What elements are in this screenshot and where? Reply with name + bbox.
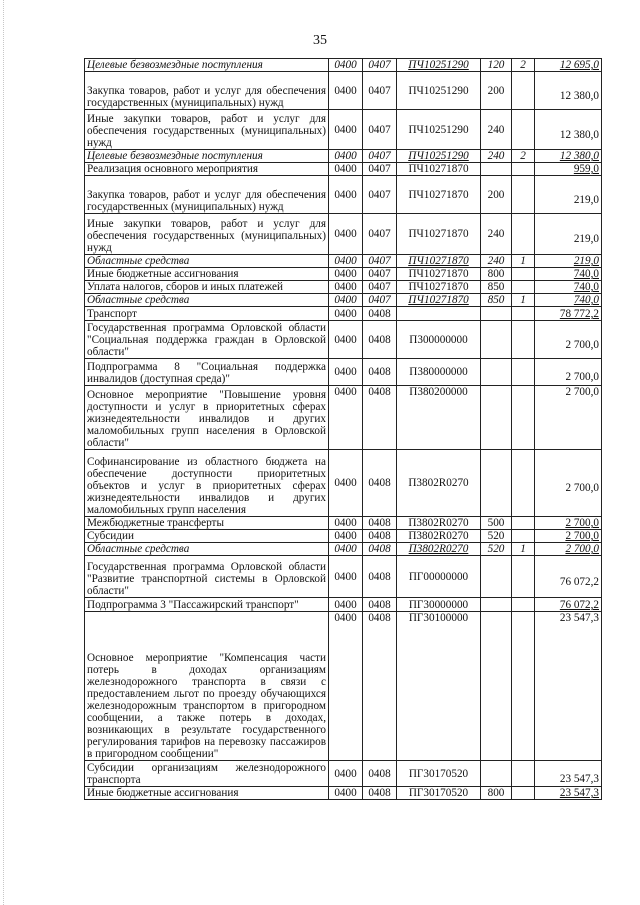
table-row	[85, 450, 602, 517]
row-subsection-code: 0408	[363, 787, 397, 800]
row-subsection-code: 0408	[363, 359, 397, 386]
row-amount: 76 072,2	[535, 556, 602, 598]
row-expense-type: 120	[481, 59, 512, 72]
row-amount: 219,0	[535, 255, 602, 268]
row-subsection-code: 0408	[363, 450, 397, 517]
budget-table-body	[85, 59, 602, 800]
table-row	[85, 321, 602, 359]
table-row	[85, 163, 602, 176]
row-expense-type: 240	[481, 150, 512, 163]
row-amount: 12 695,0	[535, 59, 602, 72]
row-subsection-code: 0407	[363, 163, 397, 176]
row-source-code	[512, 281, 535, 294]
row-source-code	[512, 214, 535, 255]
table-row	[85, 294, 602, 307]
budget-table	[84, 58, 602, 800]
row-expense-type	[481, 761, 512, 787]
row-subsection-code: 0408	[363, 307, 397, 321]
row-source-code	[512, 556, 535, 598]
row-ved-code: 0400	[329, 163, 363, 176]
row-expense-type	[481, 612, 512, 761]
row-subsection-code: 0408	[363, 517, 397, 530]
row-name: Закупка товаров, работ и услуг для обеспечения государственных (муниципальных) нужд	[85, 176, 329, 214]
row-name: Транспорт	[85, 307, 329, 321]
row-source-code	[512, 450, 535, 517]
table-row	[85, 307, 602, 321]
row-amount: 219,0	[535, 176, 602, 214]
row-name: Областные средства	[85, 543, 329, 556]
row-expense-type: 850	[481, 281, 512, 294]
row-target-code: ПЧ10271870	[397, 214, 481, 255]
row-target-code: П380000000	[397, 359, 481, 386]
row-target-code: ПГ00000000	[397, 556, 481, 598]
page-edge-line	[3, 0, 5, 905]
row-source-code	[512, 517, 535, 530]
table-row	[85, 359, 602, 386]
row-amount: 76 072,2	[535, 598, 602, 612]
row-amount: 219,0	[535, 214, 602, 255]
row-amount: 2 700,0	[535, 359, 602, 386]
row-ved-code: 0400	[329, 543, 363, 556]
table-row	[85, 556, 602, 598]
row-subsection-code: 0407	[363, 268, 397, 281]
row-target-code	[397, 307, 481, 321]
row-ved-code: 0400	[329, 598, 363, 612]
row-expense-type: 200	[481, 72, 512, 110]
row-name: Иные закупки товаров, работ и услуг для обеспечения государственных (муниципальных) нужд	[85, 110, 329, 150]
row-ved-code: 0400	[329, 517, 363, 530]
row-ved-code: 0400	[329, 268, 363, 281]
row-amount: 2 700,0	[535, 386, 602, 450]
row-source-code: 1	[512, 294, 535, 307]
row-subsection-code: 0408	[363, 321, 397, 359]
row-source-code: 2	[512, 59, 535, 72]
row-target-code: ПГ30170520	[397, 787, 481, 800]
row-source-code	[512, 307, 535, 321]
row-name: Подпрограмма 3 "Пассажирский транспорт"	[85, 598, 329, 612]
row-ved-code: 0400	[329, 530, 363, 543]
row-source-code	[512, 787, 535, 800]
row-subsection-code: 0407	[363, 255, 397, 268]
table-row	[85, 761, 602, 787]
row-target-code: ПГ30100000	[397, 612, 481, 761]
row-target-code: П3802R0270	[397, 530, 481, 543]
row-amount: 78 772,2	[535, 307, 602, 321]
row-expense-type	[481, 321, 512, 359]
row-target-code: ПЧ10271870	[397, 255, 481, 268]
row-ved-code: 0400	[329, 110, 363, 150]
row-amount: 2 700,0	[535, 450, 602, 517]
row-ved-code: 0400	[329, 150, 363, 163]
table-row	[85, 255, 602, 268]
row-name: Государственная программа Орловской области "Развитие транспортной системы в Орловской области"	[85, 556, 329, 598]
row-subsection-code: 0407	[363, 176, 397, 214]
table-row	[85, 543, 602, 556]
row-name: Подпрограмма 8 "Социальная поддержка инвалидов (доступная среда)"	[85, 359, 329, 386]
row-name: Основное мероприятие "Компенсация части потерь в доходах организациям железнодорожного транспорта в связи с предоставлением льгот по проезду обучающихся железнодорожным транспортом в пригородном сообщении, а также потерь в доходах, возникающих в результате государственного регулирования тарифов на перевозку пассажиров в пригородном сообщении"	[85, 612, 329, 761]
row-subsection-code: 0408	[363, 556, 397, 598]
table-row	[85, 598, 602, 612]
row-expense-type	[481, 386, 512, 450]
row-amount: 2 700,0	[535, 517, 602, 530]
row-target-code: ПЧ10251290	[397, 72, 481, 110]
row-subsection-code: 0408	[363, 612, 397, 761]
table-row	[85, 787, 602, 800]
row-amount: 23 547,3	[535, 612, 602, 761]
row-expense-type	[481, 359, 512, 386]
row-ved-code: 0400	[329, 556, 363, 598]
row-name: Субсидии	[85, 530, 329, 543]
row-ved-code: 0400	[329, 255, 363, 268]
row-subsection-code: 0407	[363, 214, 397, 255]
table-row	[85, 530, 602, 543]
row-subsection-code: 0407	[363, 72, 397, 110]
table-row	[85, 150, 602, 163]
row-ved-code: 0400	[329, 72, 363, 110]
row-ved-code: 0400	[329, 612, 363, 761]
row-subsection-code: 0408	[363, 598, 397, 612]
row-target-code: ПЧ10271870	[397, 268, 481, 281]
row-subsection-code: 0407	[363, 59, 397, 72]
row-amount: 2 700,0	[535, 321, 602, 359]
row-target-code: П380200000	[397, 386, 481, 450]
row-source-code	[512, 359, 535, 386]
row-ved-code: 0400	[329, 787, 363, 800]
row-subsection-code: 0407	[363, 281, 397, 294]
row-ved-code: 0400	[329, 281, 363, 294]
table-row	[85, 72, 602, 110]
row-source-code: 2	[512, 150, 535, 163]
row-target-code: ПЧ10271870	[397, 176, 481, 214]
row-expense-type	[481, 307, 512, 321]
table-row	[85, 59, 602, 72]
row-source-code	[512, 612, 535, 761]
row-ved-code: 0400	[329, 176, 363, 214]
row-amount: 12 380,0	[535, 110, 602, 150]
row-source-code	[512, 530, 535, 543]
table-row	[85, 281, 602, 294]
row-ved-code: 0400	[329, 307, 363, 321]
row-target-code: ПЧ10251290	[397, 110, 481, 150]
row-expense-type	[481, 450, 512, 517]
row-target-code: ПЧ10251290	[397, 59, 481, 72]
row-expense-type	[481, 163, 512, 176]
row-amount: 740,0	[535, 294, 602, 307]
row-ved-code: 0400	[329, 321, 363, 359]
row-name: Иные бюджетные ассигнования	[85, 268, 329, 281]
row-name: Государственная программа Орловской области "Социальная поддержка граждан в Орловской области"	[85, 321, 329, 359]
row-source-code	[512, 598, 535, 612]
row-name: Субсидии организациям железнодорожного транспорта	[85, 761, 329, 787]
row-source-code	[512, 110, 535, 150]
row-expense-type: 850	[481, 294, 512, 307]
row-ved-code: 0400	[329, 294, 363, 307]
page-number: 35	[313, 33, 327, 48]
row-expense-type: 200	[481, 176, 512, 214]
row-amount: 2 700,0	[535, 543, 602, 556]
row-expense-type: 240	[481, 110, 512, 150]
row-name: Межбюджетные трансферты	[85, 517, 329, 530]
row-name: Целевые безвозмездные поступления	[85, 59, 329, 72]
row-ved-code: 0400	[329, 386, 363, 450]
row-expense-type	[481, 598, 512, 612]
row-expense-type: 800	[481, 268, 512, 281]
row-source-code	[512, 761, 535, 787]
row-ved-code: 0400	[329, 359, 363, 386]
row-source-code: 1	[512, 543, 535, 556]
row-expense-type: 520	[481, 543, 512, 556]
row-amount: 12 380,0	[535, 72, 602, 110]
row-source-code	[512, 176, 535, 214]
row-ved-code: 0400	[329, 450, 363, 517]
row-name: Софинансирование из областного бюджета на обеспечение доступности приоритетных объектов и услуг в приоритетных сферах жизнедеятельности инвалидов и других маломобильных групп населения	[85, 450, 329, 517]
row-expense-type: 500	[481, 517, 512, 530]
row-amount: 2 700,0	[535, 530, 602, 543]
row-expense-type: 240	[481, 255, 512, 268]
row-target-code: П3802R0270	[397, 450, 481, 517]
row-name: Целевые безвозмездные поступления	[85, 150, 329, 163]
row-name: Областные средства	[85, 294, 329, 307]
table-row	[85, 386, 602, 450]
row-ved-code: 0400	[329, 761, 363, 787]
row-name: Реализация основного мероприятия	[85, 163, 329, 176]
table-row	[85, 214, 602, 255]
row-name: Основное мероприятие "Повышение уровня доступности и услуг в приоритетных сферах жизнедеятельности инвалидов и других маломобильных групп населения в Орловской области"	[85, 386, 329, 450]
table-row	[85, 612, 602, 761]
row-amount: 23 547,3	[535, 761, 602, 787]
row-source-code	[512, 268, 535, 281]
row-subsection-code: 0407	[363, 294, 397, 307]
row-ved-code: 0400	[329, 214, 363, 255]
row-name: Иные закупки товаров, работ и услуг для обеспечения государственных (муниципальных) нужд	[85, 214, 329, 255]
row-name: Иные бюджетные ассигнования	[85, 787, 329, 800]
row-subsection-code: 0408	[363, 530, 397, 543]
row-target-code: ПЧ10271870	[397, 294, 481, 307]
row-target-code: П300000000	[397, 321, 481, 359]
row-source-code: 1	[512, 255, 535, 268]
row-target-code: ПГ30170520	[397, 761, 481, 787]
row-subsection-code: 0408	[363, 761, 397, 787]
row-amount: 740,0	[535, 281, 602, 294]
row-amount: 12 380,0	[535, 150, 602, 163]
row-amount: 23 547,3	[535, 787, 602, 800]
row-name: Областные средства	[85, 255, 329, 268]
row-name: Уплата налогов, сборов и иных платежей	[85, 281, 329, 294]
row-target-code: ПЧ10271870	[397, 163, 481, 176]
row-target-code: ПЧ10251290	[397, 150, 481, 163]
table-row	[85, 176, 602, 214]
row-expense-type: 520	[481, 530, 512, 543]
row-amount: 959,0	[535, 163, 602, 176]
row-target-code: ПЧ10271870	[397, 281, 481, 294]
table-row	[85, 517, 602, 530]
table-row	[85, 110, 602, 150]
row-subsection-code: 0407	[363, 150, 397, 163]
row-subsection-code: 0408	[363, 543, 397, 556]
row-name: Закупка товаров, работ и услуг для обеспечения государственных (муниципальных) нужд	[85, 72, 329, 110]
row-source-code	[512, 72, 535, 110]
row-amount: 740,0	[535, 268, 602, 281]
row-expense-type	[481, 556, 512, 598]
row-subsection-code: 0407	[363, 110, 397, 150]
row-source-code	[512, 163, 535, 176]
row-target-code: ПГ30000000	[397, 598, 481, 612]
row-ved-code: 0400	[329, 59, 363, 72]
row-subsection-code: 0408	[363, 386, 397, 450]
row-source-code	[512, 321, 535, 359]
table-row	[85, 268, 602, 281]
row-target-code: П3802R0270	[397, 517, 481, 530]
row-target-code: П3802R0270	[397, 543, 481, 556]
row-expense-type: 240	[481, 214, 512, 255]
row-expense-type: 800	[481, 787, 512, 800]
row-source-code	[512, 386, 535, 450]
